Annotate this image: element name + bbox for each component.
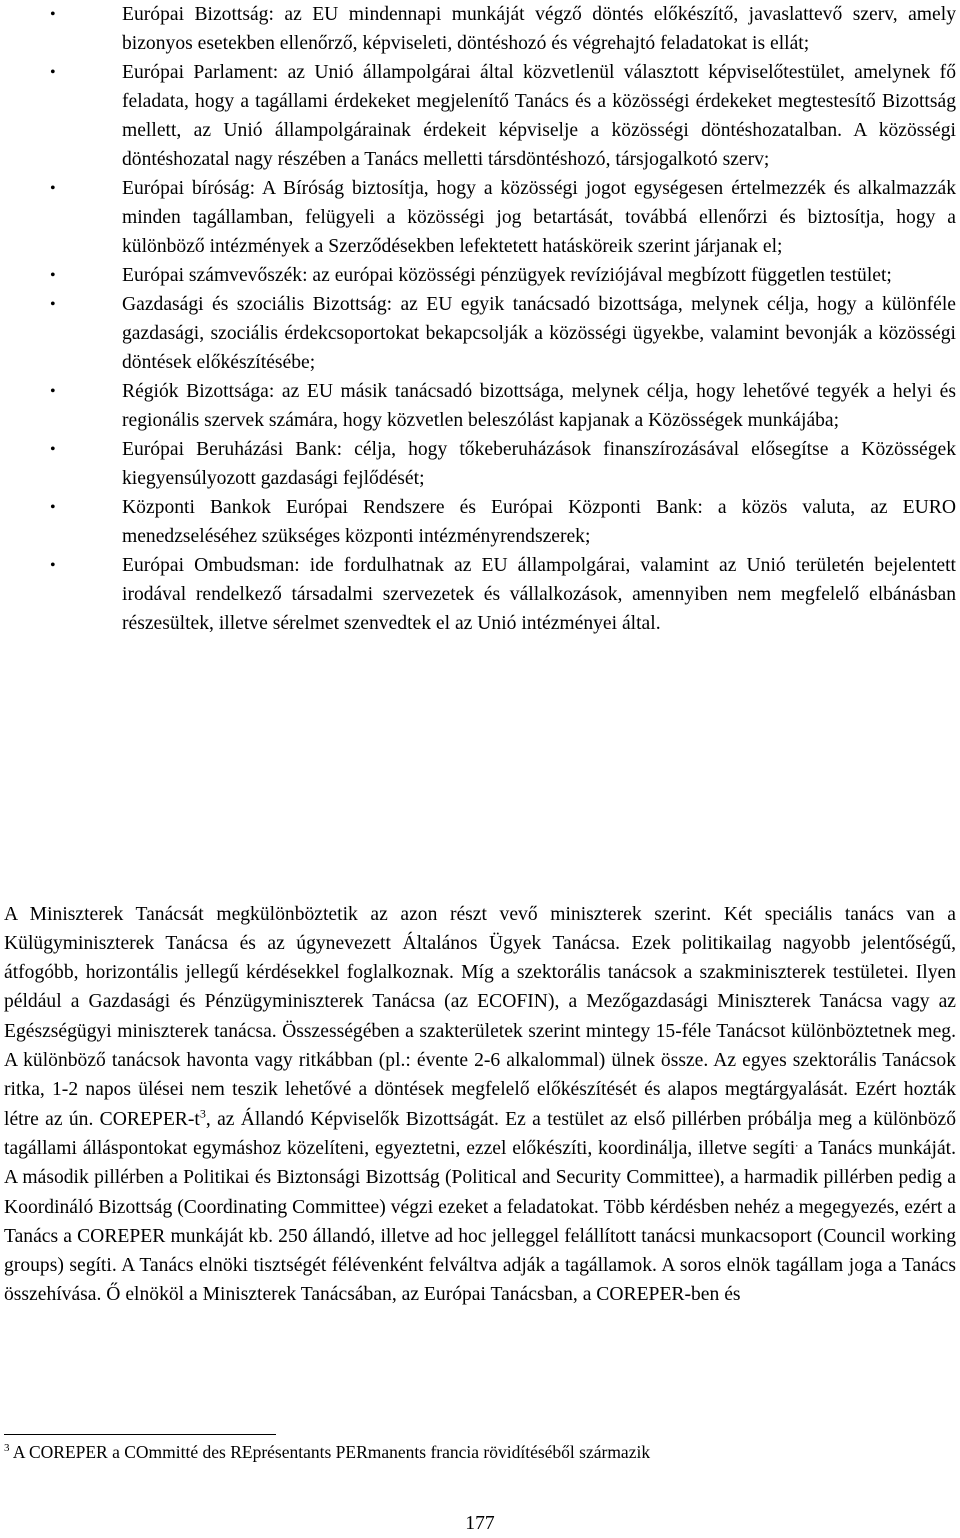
page-number: 177 [465,1513,495,1534]
list-item-text: Európai bíróság: A Bíróság biztosítja, hogy a közösségi jogot egységesen értelmezzék és alkalmazzák minden tagállamban, felügyeli a közösségi jog betartását, továbbá ellenőrzi és biztosítja, hogy a különböző intézmények a Szerződésekben lefektetett hatásköreik szerint járjanak el; [122,178,956,257]
footnote [4,1438,944,1466]
bullet-icon: • [50,499,56,516]
bullet-icon: • [50,180,56,197]
list-item-text: Régiók Bizottsága: az EU másik tanácsadó bizottsága, melynek célja, hogy lehetővé tegyék a helyi és regionális szervek számára, hogy közvetlen beleszólást kapjanak a Közösségek munkájába; [122,381,956,431]
list-item [4,290,956,377]
list-item-text: Európai Beruházási Bank: célja, hogy tőkeberuházások finanszírozásával elősegítse a Közösségek kiegyensúlyozott gazdasági fejlődését; [122,439,956,489]
bullet-icon: • [50,441,56,458]
bullet-icon: • [50,267,56,284]
list-item [4,0,956,58]
list-item-text: Gazdasági és szociális Bizottság: az EU egyik tanácsadó bizottsága, melynek célja, hogy a különféle gazdasági, szociális érdekcsoportokat bekapcsolják a közösségi ügyekbe, valamint bevonják a közösségi döntések előkészítésébe; [122,294,956,373]
list-item [4,261,956,290]
list-item [4,435,956,493]
institution-list [4,0,956,638]
paragraph-text: , az Állandó Képviselők Bizottságát. Ez a testület az első pillérben próbálja meg a különböző tagállami álláspontokat egymáshoz közelíteni, egyeztetni, ezzel előkészíti, koordinálja, illetve segíti [4,1108,957,1159]
list-item-text: Európai Parlament: az Unió állampolgárai által közvetlenül választott képviselőtestület, amelynek fő feladata, hogy a tagállami érdekeket megjelenítő Tanács és a közösségi érdekeket megtestesítő Bizottság mellett, az Unió állampolgárainak érdekeit képviselje a közösségi döntéshozatalban. A közösségi döntéshozatal nagy részében a Tanács melletti társdöntéshozó, társjogalkotó szerv; [122,62,956,170]
list-item [4,377,956,435]
list-item [4,551,956,638]
footnote-reference[interactable]: 3 [199,1106,206,1121]
footnote-number: 3 [4,1442,10,1455]
bullet-icon: • [50,64,56,81]
bullet-icon: • [50,383,56,400]
footnote-text: A COREPER a COmmitté des REprésentants PERmanents francia rövidítéséből származik [9,1442,651,1462]
footnote-separator [4,1434,276,1435]
list-item-text: Európai Bizottság: az EU mindennapi munkáját végző döntés előkészítő, javaslattevő szerv, amely bizonyos esetekben ellenőrző, képviseleti, döntéshozó és végrehajtó feladatokat is ellát; [122,4,956,54]
bullet-icon: • [50,557,56,574]
list-item [4,493,956,551]
list-item [4,174,956,261]
list-item [4,58,956,174]
bullet-icon: • [50,6,56,23]
paragraph-text: a Tanács munkáját. A második pillérben a Politikai és Biztonsági Bizottság (Political and Security Committee), a harmadik pillérben pedig a Koordináló Bizottság (Coordinating Committee) végzi ezeket a feladatokat. Több kérdésben nehéz a megegyezés, ezért a Tanács a COREPER munkáját kb. 250 állandó, illetve ad hoc jelleggel felállított tanácsi munkacsoport (Council working groups) segíti. A Tanács elnöki tisztségét félévenként felváltva adják a tagállamok. A soros elnök tagállam joga a Tanács összehívása. Ő elnököl a Miniszterek Tanácsában, az Európai Tanácsban, a COREPER-ben és [4,1137,956,1306]
stray-mark: . [795,1135,799,1150]
list-item-text: Központi Bankok Európai Rendszere és Európai Központi Bank: a közös valuta, az EURO menedzseléséhez szükséges központi intézményrendszerek; [122,497,956,547]
list-item-text: Európai számvevőszék: az európai közösségi pénzügyek revíziójával megbízott független testület; [122,265,892,286]
list-item-text: Európai Ombudsman: ide fordulhatnak az EU állampolgárai, valamint az Unió területén bejelentett irodával rendelkező társadalmi szervezetek és vállalkozások, amennyiben nem megfelelő elbánásban részesültek, illetve sérelmet szenvedtek el az Unió intézményei által. [122,555,956,634]
bullet-icon: • [50,296,56,313]
paragraph-text: A Miniszterek Tanácsát megkülönböztetik az azon részt vevő miniszterek szerint. Két speciális tanács van a Külügyminiszterek Tanácsa és az úgynevezett Általános Ügyek Tanácsa. Ezek politikailag nagyobb jelentőségű, átfogóbb, horizontális jellegű kérdésekkel foglalkoznak. Míg a szektorális tanácsok a szakminiszterek testületei. Ilyen például a Gazdasági és Pénzügyminiszterek Tanácsa (az ECOFIN), a Mezőgazdasági Miniszterek Tanácsa vagy az Egészségügyi miniszterek tanácsa. Összességében a szakterületek szerint mintegy 15-féle Tanácsot különböztetnek meg. A különböző tanácsok havonta vagy ritkábban (pl.: évente 2-6 alkalommal) ülnek össze. Az egyes szektorális Tanácsok ritka, 1-2 napos ülései nem teszik lehetővé a döntések megfelelő előkészítését és alapos megtárgyalását. Ezért hozták létre az ún. COREPER-t [4,903,956,1130]
body-paragraph [4,900,956,1310]
